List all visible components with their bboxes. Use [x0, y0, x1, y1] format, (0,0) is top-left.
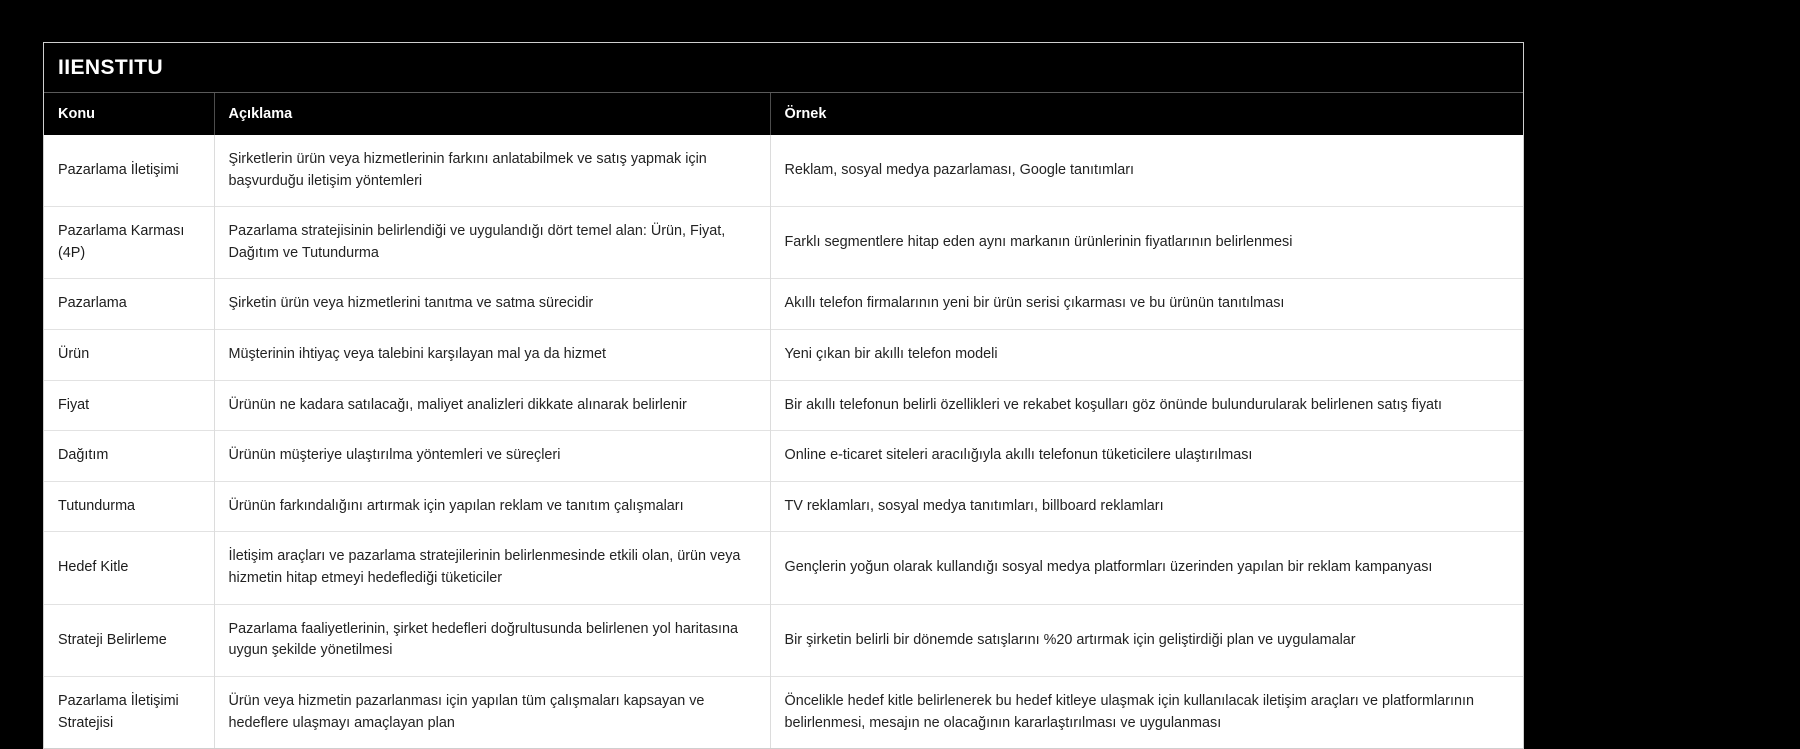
marketing-terms-table [44, 93, 1523, 748]
table-row [44, 330, 1523, 381]
table-row [44, 207, 1523, 279]
cell-konu: Dağıtım [44, 431, 214, 482]
cell-aciklama: İletişim araçları ve pazarlama stratejilerinin belirlenmesinde etkili olan, ürün veya hizmetin hitap etmeyi hedeflediği tüketiciler [214, 532, 770, 604]
cell-ornek: Reklam, sosyal medya pazarlaması, Google tanıtımları [784, 161, 1135, 178]
table-body [44, 135, 1523, 748]
cell-aciklama: Ürün veya hizmetin pazarlanması için yapılan tüm çalışmaları kapsayan ve hedeflere ulaşmayı amaçlayan plan [214, 676, 770, 748]
table-header-row [44, 93, 1523, 135]
cell-ornek: TV reklamları, sosyal medya tanıtımları, billboard reklamları [770, 481, 1523, 532]
cell-ornek: Gençlerin yoğun olarak kullandığı sosyal medya platformları üzerinden yapılan bir reklam kampanyası [770, 532, 1523, 604]
cell-ornek: Öncelikle hedef kitle belirlenerek bu hedef kitleye ulaşmak için kullanılacak iletişim araçları ve platformlarının belirlenmesi, mesajın ne olacağının kararlaştırılması ve uygulanması [770, 676, 1523, 748]
column-header-ornek[interactable]: Örnek [784, 106, 827, 122]
cell-konu: Strateji Belirleme [44, 604, 214, 676]
cell-ornek: Farklı segmentlere hitap eden aynı markanın ürünlerinin fiyatlarının belirlenmesi [770, 207, 1523, 279]
table-row [44, 532, 1523, 604]
cell-konu: Fiyat [44, 380, 214, 431]
cell-aciklama: Şirketlerin ürün veya hizmetlerinin farkını anlatabilmek ve satış yapmak için başvurduğu iletişim yöntemleri [214, 135, 770, 207]
brand-header [44, 43, 1523, 93]
table-row [44, 481, 1523, 532]
cell-ornek: Akıllı telefon firmalarının yeni bir ürün serisi çıkarması ve bu ürünün tanıtılması [770, 279, 1523, 330]
cell-aciklama: Ürünün müşteriye ulaştırılma yöntemleri ve süreçleri [214, 431, 770, 482]
cell-konu: Pazarlama [44, 279, 214, 330]
table-row [44, 380, 1523, 431]
table-row [44, 676, 1523, 748]
cell-aciklama: Pazarlama stratejisinin belirlendiği ve uygulandığı dört temel alan: Ürün, Fiyat, Dağıtım ve Tutundurma [214, 207, 770, 279]
cell-konu: Pazarlama İletişimi Stratejisi [44, 676, 214, 748]
brand-title: IIENSTITU [58, 55, 164, 79]
table-row [44, 279, 1523, 330]
cell-aciklama: Şirketin ürün veya hizmetlerini tanıtma ve satma sürecidir [214, 279, 770, 330]
column-header-konu[interactable]: Konu [44, 93, 214, 135]
cell-konu: Pazarlama Karması (4P) [44, 207, 214, 279]
table-head [44, 93, 1523, 135]
table-row [44, 135, 1523, 207]
cell-aciklama: Ürünün farkındalığını artırmak için yapılan reklam ve tanıtım çalışmaları [214, 481, 770, 532]
cell-aciklama: Pazarlama faaliyetlerinin, şirket hedefleri doğrultusunda belirlenen yol haritasına uygun şekilde yönetilmesi [214, 604, 770, 676]
cell-konu: Hedef Kitle [44, 532, 214, 604]
cell-aciklama: Ürünün ne kadara satılacağı, maliyet analizleri dikkate alınarak belirlenir [214, 380, 770, 431]
cell-ornek: Bir akıllı telefonun belirli özellikleri ve rekabet koşulları göz önünde bulundurularak belirlenen satış fiyatı [770, 380, 1523, 431]
table-row [44, 431, 1523, 482]
cell-konu: Pazarlama İletişimi [44, 135, 214, 207]
cell-konu: Ürün [44, 330, 214, 381]
table-row [44, 604, 1523, 676]
cell-aciklama: Müşterinin ihtiyaç veya talebini karşılayan mal ya da hizmet [214, 330, 770, 381]
cell-ornek: Online e-ticaret siteleri aracılığıyla akıllı telefonun tüketicilere ulaştırılması [770, 431, 1523, 482]
cell-ornek: Bir şirketin belirli bir dönemde satışlarını %20 artırmak için geliştirdiği plan ve uygulamalar [770, 604, 1523, 676]
column-header-aciklama[interactable]: Açıklama [214, 93, 770, 135]
cell-konu: Tutundurma [44, 481, 214, 532]
cell-ornek: Yeni çıkan bir akıllı telefon modeli [770, 330, 1523, 381]
table-card [43, 42, 1524, 749]
